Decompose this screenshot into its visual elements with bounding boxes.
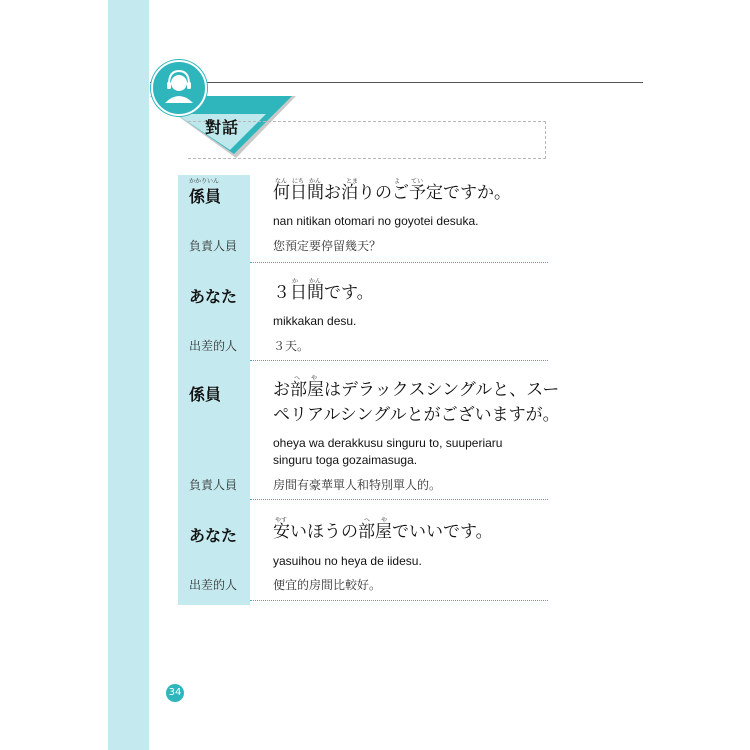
romaji-line: mikkakan desu. xyxy=(273,314,357,328)
speaker-name: 係員 xyxy=(189,385,222,404)
headset-person-icon xyxy=(150,59,208,117)
role-label: 負責人員 xyxy=(189,478,238,492)
dialogue-entry xyxy=(178,370,560,500)
dialogue-entry xyxy=(178,272,548,362)
japanese-line: お部屋はデラックスシングルと、スー xyxy=(273,380,560,400)
romaji-line: yasuihou no heya de iidesu. xyxy=(273,554,422,568)
furigana: よ xyxy=(394,178,401,185)
speaker-furigana: かかりいん xyxy=(189,178,220,185)
speaker-name: あなた xyxy=(189,526,238,545)
section-badge xyxy=(150,59,208,117)
furigana: かん xyxy=(309,278,322,285)
furigana: や xyxy=(381,517,388,524)
furigana: なん xyxy=(275,178,288,185)
furigana: や xyxy=(311,375,318,382)
row-divider xyxy=(250,262,548,263)
role-label: 出差的人 xyxy=(189,578,238,592)
furigana: にち xyxy=(292,178,305,185)
furigana: へ xyxy=(294,375,301,382)
dialogue-entry xyxy=(178,175,548,265)
section-title-box xyxy=(188,121,546,159)
japanese-line: ３日間です。 xyxy=(273,283,374,303)
page-number: 34 xyxy=(166,684,184,702)
chinese-translation: 您預定要停留幾天？ xyxy=(273,239,382,253)
role-label: 負責人員 xyxy=(189,239,238,253)
furigana: へ xyxy=(364,517,371,524)
header-rule xyxy=(150,82,643,83)
furigana: か xyxy=(292,278,299,285)
furigana: やす xyxy=(275,517,288,524)
furigana: てい xyxy=(411,178,424,185)
chinese-translation: ３天。 xyxy=(273,339,310,353)
romaji-line: singuru toga gozaimasuga. xyxy=(273,453,418,467)
romaji-line: oheya wa derakkusu singuru to, suuperiaru xyxy=(273,436,503,450)
chinese-translation: 房間有豪華單人和特別單人的。 xyxy=(273,478,442,492)
row-divider xyxy=(250,499,548,500)
furigana: とま xyxy=(346,178,359,185)
japanese-line: 安いほうの部屋でいいです。 xyxy=(273,522,493,542)
section-label: 對話 xyxy=(205,118,240,137)
chinese-translation: 便宜的房間比較好。 xyxy=(273,578,382,592)
furigana: かん xyxy=(309,178,322,185)
japanese-line: ペリアルシングルとがございますが。 xyxy=(273,405,560,425)
role-label: 出差的人 xyxy=(189,339,238,353)
dialogue-entry xyxy=(178,512,548,607)
speaker-name: あなた xyxy=(189,287,238,306)
row-divider xyxy=(250,600,548,601)
japanese-line: 何日間お泊りのご予定ですか。 xyxy=(273,183,511,203)
romaji-line: nan nitikan otomari no goyotei desuka. xyxy=(273,214,479,228)
margin-strip xyxy=(108,0,149,750)
speaker-name: 係員 xyxy=(189,187,222,206)
row-divider xyxy=(250,360,548,361)
